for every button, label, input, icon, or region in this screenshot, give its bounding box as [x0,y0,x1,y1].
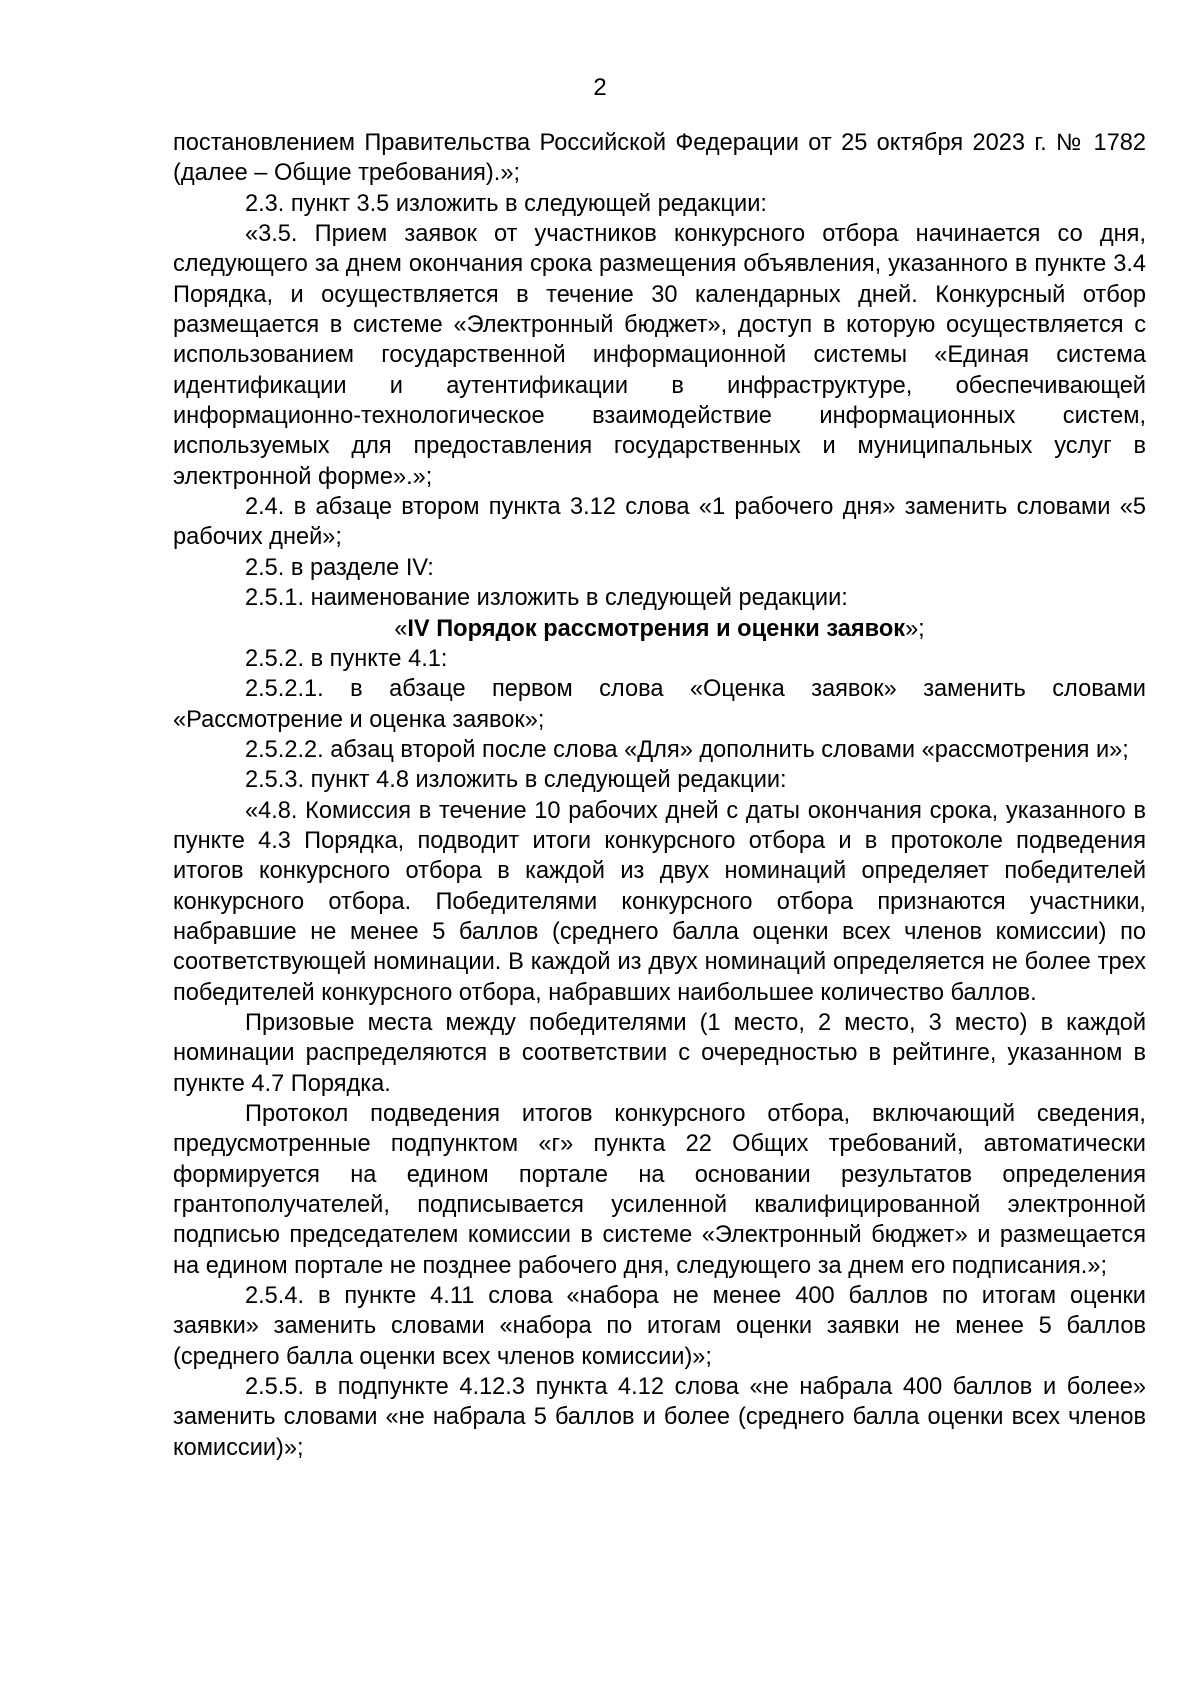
paragraph: 2.4. в абзаце втором пункта 3.12 слова «1 рабочего дня» заменить словами «5 рабочих дней»; [173,494,1146,551]
paragraph: 2.5.3. пункт 4.8 изложить в следующей редакции: [245,767,787,794]
heading-open-quote: « [394,615,408,642]
paragraph: 2.5.1. наименование изложить в следующей редакции: [245,585,848,612]
paragraph: Призовые места между победителями (1 место, 2 место, 3 место) в каждой номинации распределяются в соответствии с очередностью в рейтинге, указанном в пункте 4.7 Порядка. [173,1009,1146,1097]
paragraph: постановлением Правительства Российской Федерации от 25 октября 2023 г. № 1782 (далее – Общие требования).»; [173,130,1146,187]
paragraph: 2.5.5. в подпункте 4.12.3 пункта 4.12 слова «не набрала 400 баллов и более» заменить словами «не набрала 5 баллов и более (среднего балла оценки всех членов комиссии)»; [173,1374,1146,1461]
paragraph: «4.8. Комиссия в течение 10 рабочих дней с даты окончания срока, указанного в пункте 4.3 Порядка, подводит итоги конкурсного отбора и в протоколе подведения итогов конкурсного отбора в каждой из двух номинаций определяет победителей конкурсного отбора. Победителями конкурсного отбора признаются участники, набравшие не менее 5 баллов (среднего балла оценки всех членов комиссии) по соответствующей номинации. В каждой из двух номинаций определяется не более трех победителей конкурсного отбора, набравших наибольшее количество баллов. [173,797,1146,1006]
paragraph: 2.5.2.2. абзац второй после слова «Для» дополнить словами «рассмотрения и»; [245,736,1129,763]
paragraph: 2.5.2. в пункте 4.1: [245,645,448,672]
paragraph: 2.5. в разделе IV: [245,554,434,581]
paragraph: 2.5.4. в пункте 4.11 слова «набора не менее 400 баллов по итогам оценки заявки» заменить словами «набора по итогам оценки заявки не менее 5 баллов (среднего балла оценки всех членов комиссии)»; [173,1283,1146,1370]
page-number: 2 [593,74,607,101]
heading-close-quote: »; [905,615,925,642]
paragraph: 2.5.2.1. в абзаце первом слова «Оценка заявок» заменить словами «Рассмотрение и оценка заявок»; [173,676,1146,733]
document-body [173,128,1146,1463]
paragraph: Протокол подведения итогов конкурсного отбора, включающий сведения, предусмотренные подпунктом «г» пункта 22 Общих требований, автоматически формируется на едином портале на основании результатов определения грантополучателей, подписывается усиленной квалифицированной электронной подписью председателем комиссии в системе «Электронный бюджет» и размещается на едином портале не позднее рабочего дня, следующего за днем его подписания.»; [173,1101,1146,1279]
paragraph: 2.3. пункт 3.5 изложить в следующей редакции: [245,190,767,217]
paragraph: «3.5. Прием заявок от участников конкурсного отбора начинается со дня, следующего за днем окончания срока размещения объявления, указанного в пункте 3.4 Порядка, и осуществляется в течение 30 календарных дней. Конкурсный отбор размещается в системе «Электронный бюджет», доступ в которую осуществляется с использованием государственной информационной системы «Единая система идентификации и аутентификации в инфраструктуре, обеспечивающей информационно-технологическое взаимодействие информационных систем, используемых для предоставления государственных и муниципальных услуг в электронной форме».»; [173,221,1146,490]
section-heading [173,614,1146,644]
section-title: IV Порядок рассмотрения и оценки заявок [407,615,906,642]
